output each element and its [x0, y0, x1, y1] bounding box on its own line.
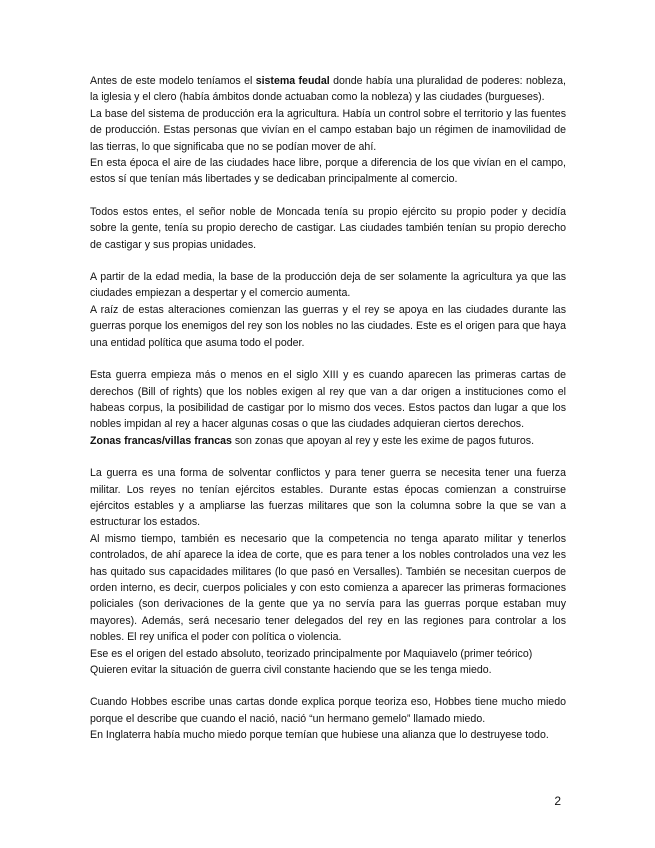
paragraph — [90, 727, 566, 743]
paragraph-text: Todos estos entes, el señor noble de Moncada tenía su propio ejército su propio poder y decidía sobre la gente, tenía su propio derecho de castigar. Las ciudades también tenían su propio derecho de castigar y sus propias unidades. — [90, 205, 566, 251]
paragraph — [90, 73, 566, 106]
paragraph — [90, 367, 566, 433]
paragraph-text: En esta época el aire de las ciudades hace libre, porque a diferencia de los que vivían en el campo, estos sí que tenían más libertades y se dedicaban principalmente al comercio. — [90, 157, 566, 186]
paragraph — [90, 269, 566, 302]
paragraph — [90, 302, 566, 351]
paragraph — [90, 465, 566, 531]
paragraph-text: A raíz de estas alteraciones comienzan las guerras y el rey se apoya en las ciudades durante las guerras porque los enemigos del rey son los nobles no las ciudades. Este es el origen para que haya una entidad política que asuma todo el poder. — [90, 303, 566, 349]
paragraph-text: A partir de la edad media, la base de la producción deja de ser solamente la agricultura ya que las ciudades empiezan a despertar y el comercio aumenta. — [90, 271, 566, 300]
paragraph-text: Cuando Hobbes escribe unas cartas donde explica porque teoriza eso, Hobbes tiene mucho miedo porque el describe que cuando el nació, nació “un hermano gemelo” llamado miedo. — [90, 696, 566, 725]
bold-term: Zonas francas/villas francas — [90, 434, 232, 447]
bold-term: sistema feudal — [255, 75, 330, 87]
page-number: 2 — [554, 794, 561, 808]
paragraph — [90, 646, 566, 662]
paragraph — [90, 106, 566, 155]
paragraph-text: Esta guerra empieza más o menos en el siglo XIII y es cuando aparecen las primeras cartas de derechos (Bill of rights) que los nobles exigen al rey que van a dar origen a instituciones como el habeas corpus, la posibilidad de castigar por lo mismo dos veces. Estos pactos dan lugar a que los nobles impidan al rey a hacer algunas cosas o que las ciudades adquieran ciertos derechos. — [90, 369, 566, 431]
document-body — [90, 73, 566, 744]
paragraph — [90, 662, 566, 678]
paragraph-text: La base del sistema de producción era la agricultura. Había un control sobre el territorio y las fuentes de producción. Estas personas que vivían en el campo estaban bajo un régimen de inamovilidad de las tierras, lo que significaba que no se podían mover de ahí. — [90, 107, 566, 153]
paragraph — [90, 433, 566, 449]
paragraph-text: son zonas que apoyan al rey y este les exime de pagos futuros. — [231, 434, 535, 447]
paragraph — [90, 694, 566, 727]
paragraph — [90, 155, 566, 188]
paragraph-text: Ese es el origen del estado absoluto, teorizado principalmente por Maquiavelo (primer teórico) — [90, 647, 533, 660]
paragraph — [90, 531, 566, 646]
paragraph-text: Quieren evitar la situación de guerra civil constante haciendo que se les tenga miedo. — [90, 664, 492, 676]
paragraph-text: Antes de este modelo teníamos el — [90, 75, 256, 87]
paragraph-text: En Inglaterra había mucho miedo porque temían que hubiese una alianza que lo destruyese todo. — [90, 729, 549, 742]
paragraph-text: donde había una pluralidad de poderes: nobleza, la iglesia y el clero (había ámbitos donde actuaban como la nobleza) y las ciudades (burgueses). — [90, 75, 566, 104]
paragraph-text: La guerra es una forma de solventar conflictos y para tener guerra se necesita tener una fuerza militar. Los reyes no tenían ejércitos estables. Durante estas épocas comienzan a construirse ejércitos estables y a ampliarse las fuerzas militares que son la columna sobre la que se van a estructurar los estados. — [90, 467, 566, 529]
paragraph-text: Al mismo tiempo, también es necesario que la competencia no tenga aparato militar y tenerlos controlados, de ahí aparece la idea de corte, que es para tener a los nobles controlados una vez les has quitado sus capacidades militares (lo que pasó en Versalles). También se necesitan cuerpos de orden interno, es decir, cuerpos policiales y con esto comienza a aparecer las primeras formaciones policiales (son derivaciones de la gente que ya no servía para las guerras porque estaban muy mayores). Además, será necesario tener delegados del rey en las regiones para controlar a los nobles. El rey unifica el poder con política o violencia. — [90, 532, 566, 644]
paragraph — [90, 204, 566, 253]
